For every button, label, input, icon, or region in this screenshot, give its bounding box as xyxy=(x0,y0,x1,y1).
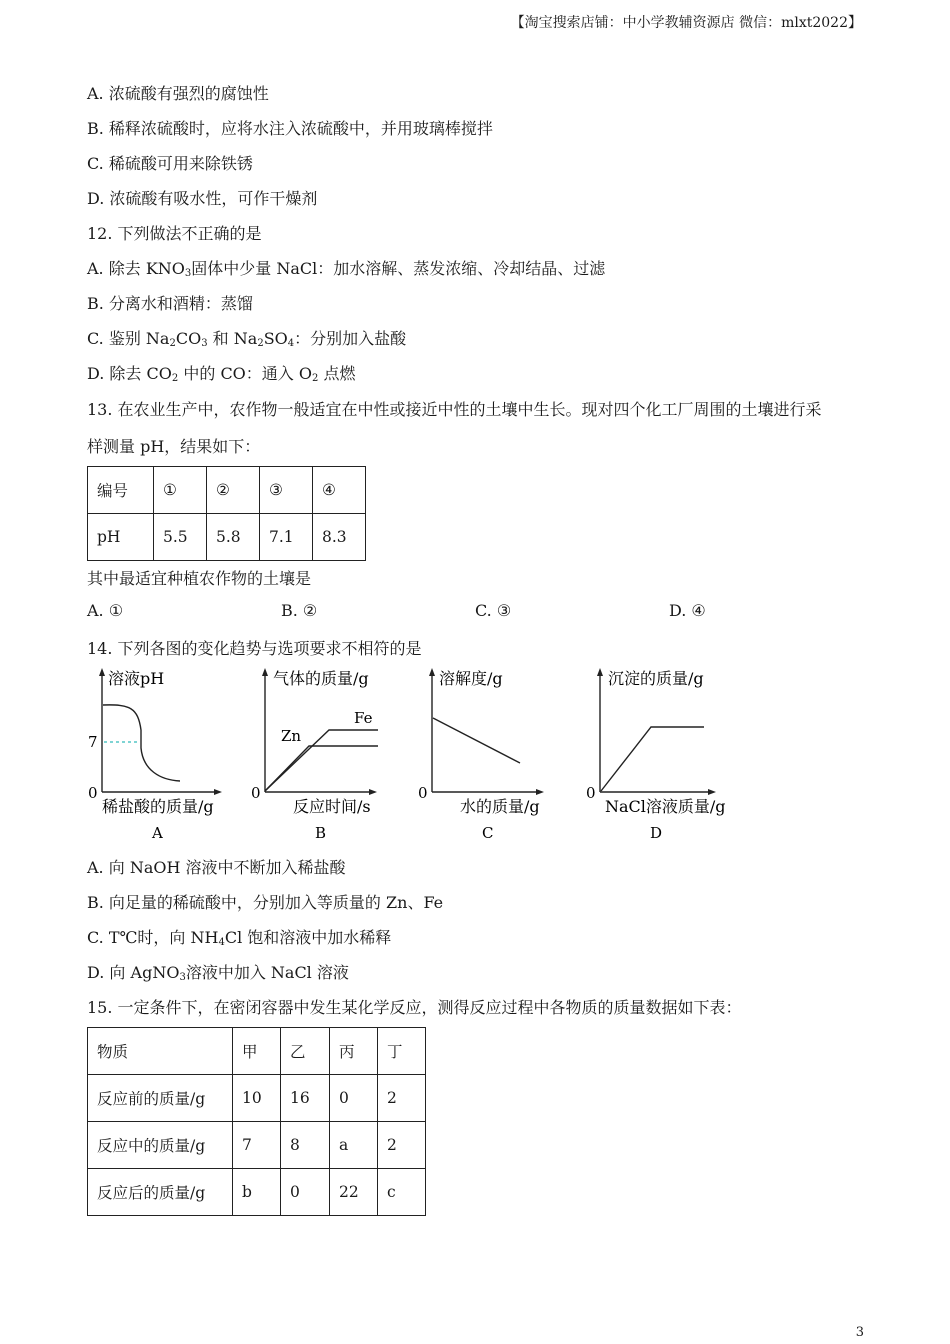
graph-b-zn-label: Zn xyxy=(281,727,302,745)
graph-d xyxy=(586,669,726,842)
table-cell: 8.3 xyxy=(313,514,366,561)
table-row xyxy=(88,514,366,561)
table-cell: 反应后的质量/g xyxy=(88,1169,233,1216)
graph-b-caption: B xyxy=(315,824,327,842)
table-cell: 22 xyxy=(330,1169,378,1216)
table-cell: 0 xyxy=(330,1075,378,1122)
graph-c-origin: 0 xyxy=(418,784,428,802)
graph-d-origin: 0 xyxy=(586,784,596,802)
q14-option-c: C. T℃时，向 $NH_4Cl$ 饱和溶液中加水稀释 xyxy=(87,928,392,948)
q13-option-c: C. ③ xyxy=(475,601,512,620)
graph-a-caption: A xyxy=(152,824,163,842)
q14-graphs xyxy=(80,660,740,850)
graph-d-line xyxy=(601,727,704,791)
graph-b-ylabel: 气体的质量/g xyxy=(273,669,369,688)
table-cell: pH xyxy=(88,514,154,561)
table-row xyxy=(88,1169,426,1216)
graph-a-curve xyxy=(103,705,180,781)
table-cell: 10 xyxy=(233,1075,281,1122)
q11-option-a: A. 浓硫酸有强烈的腐蚀性 xyxy=(87,84,269,103)
q13-stem-line2: 样测量 pH，结果如下： xyxy=(87,437,261,456)
q13-question: 其中最适宜种植农作物的土壤是 xyxy=(87,569,312,588)
graph-a-ylabel: 溶液pH xyxy=(108,669,165,688)
q11-option-c: C. 稀硫酸可用来除铁锈 xyxy=(87,154,253,173)
graph-a-origin: 0 xyxy=(88,784,98,802)
q12-option-d: D. 除去 $CO_2$ 中的 CO：通入 $O_2$ 点燃 xyxy=(87,364,356,384)
q13-stem-line1: 13. 在农业生产中，农作物一般适宜在中性或接近中性的土壤中生长。现对四个化工厂周围的土壤进行采 xyxy=(87,400,822,419)
graph-b xyxy=(251,669,378,842)
table-cell: 7.1 xyxy=(260,514,313,561)
q13-option-a: A. ① xyxy=(87,601,124,620)
table-cell: ② xyxy=(207,467,260,514)
table-row xyxy=(88,1122,426,1169)
table-cell: ① xyxy=(154,467,207,514)
graph-c-caption: C xyxy=(482,824,494,842)
table-cell: ④ xyxy=(313,467,366,514)
table-cell: c xyxy=(378,1169,426,1216)
table-cell: 乙 xyxy=(281,1028,330,1075)
table-cell: 8 xyxy=(281,1122,330,1169)
graph-a-xlabel: 稀盐酸的质量/g xyxy=(102,797,214,816)
table-row xyxy=(88,467,366,514)
table-row xyxy=(88,1028,426,1075)
graph-c-ylabel: 溶解度/g xyxy=(439,669,503,688)
graph-d-caption: D xyxy=(650,824,663,842)
q12-option-b: B. 分离水和酒精：蒸馏 xyxy=(87,294,253,313)
q15-mass-table xyxy=(87,1027,426,1216)
graph-d-xlabel: NaCl溶液质量/g xyxy=(605,797,726,816)
table-cell: 5.8 xyxy=(207,514,260,561)
table-cell: 反应前的质量/g xyxy=(88,1075,233,1122)
q13-ph-table xyxy=(87,466,366,561)
q14-option-a: A. 向 NaOH 溶液中不断加入稀盐酸 xyxy=(87,858,346,877)
table-cell: 5.5 xyxy=(154,514,207,561)
graph-d-ylabel: 沉淀的质量/g xyxy=(608,669,704,688)
table-cell: 7 xyxy=(233,1122,281,1169)
page-number: 3 xyxy=(855,1325,864,1340)
graph-b-zn-line xyxy=(265,746,378,791)
graph-a-mark-7: 7 xyxy=(88,733,98,751)
table-cell: 甲 xyxy=(233,1028,281,1075)
graph-c-line xyxy=(433,718,520,763)
q12-option-c: C. 鉴别 $Na_2CO_3$ 和 $Na_2SO_4$：分别加入盐酸 xyxy=(87,329,407,349)
table-cell: 编号 xyxy=(88,467,154,514)
q13-option-b: B. ② xyxy=(281,601,318,620)
table-cell: 2 xyxy=(378,1122,426,1169)
q14-option-d: D. 向 AgNO$_3$溶液中加入 NaCl 溶液 xyxy=(87,963,349,983)
table-cell: 丁 xyxy=(378,1028,426,1075)
graph-b-fe-label: Fe xyxy=(354,709,373,727)
q13-option-d: D. ④ xyxy=(669,601,706,620)
graph-b-xlabel: 反应时间/s xyxy=(293,797,371,816)
graph-a xyxy=(88,669,218,842)
table-cell: 物质 xyxy=(88,1028,233,1075)
q14-option-b: B. 向足量的稀硫酸中，分别加入等质量的 Zn、Fe xyxy=(87,893,444,912)
table-cell: 丙 xyxy=(330,1028,378,1075)
table-cell: a xyxy=(330,1122,378,1169)
graph-c-xlabel: 水的质量/g xyxy=(460,797,540,816)
q14-stem: 14. 下列各图的变化趋势与选项要求不相符的是 xyxy=(87,639,422,658)
page-header: 【淘宝搜索店铺：中小学教辅资源店 微信：mlxt2022】 xyxy=(510,15,862,31)
table-cell: 反应中的质量/g xyxy=(88,1122,233,1169)
graph-c xyxy=(418,669,540,842)
table-cell: b xyxy=(233,1169,281,1216)
table-cell: 16 xyxy=(281,1075,330,1122)
q11-option-b: B. 稀释浓硫酸时，应将水注入浓硫酸中，并用玻璃棒搅拌 xyxy=(87,119,493,138)
q12-option-a: A. 除去 $KNO_3$固体中少量 NaCl：加水溶解、蒸发浓缩、冷却结晶、过滤 xyxy=(87,259,606,279)
q15-stem: 15. 一定条件下，在密闭容器中发生某化学反应，测得反应过程中各物质的质量数据如下表： xyxy=(87,998,742,1017)
table-cell: 2 xyxy=(378,1075,426,1122)
table-cell: 0 xyxy=(281,1169,330,1216)
q11-option-d: D. 浓硫酸有吸水性，可作干燥剂 xyxy=(87,189,318,208)
graph-b-origin: 0 xyxy=(251,784,261,802)
table-cell: ③ xyxy=(260,467,313,514)
q12-stem: 12. 下列做法不正确的是 xyxy=(87,224,262,243)
table-row xyxy=(88,1075,426,1122)
